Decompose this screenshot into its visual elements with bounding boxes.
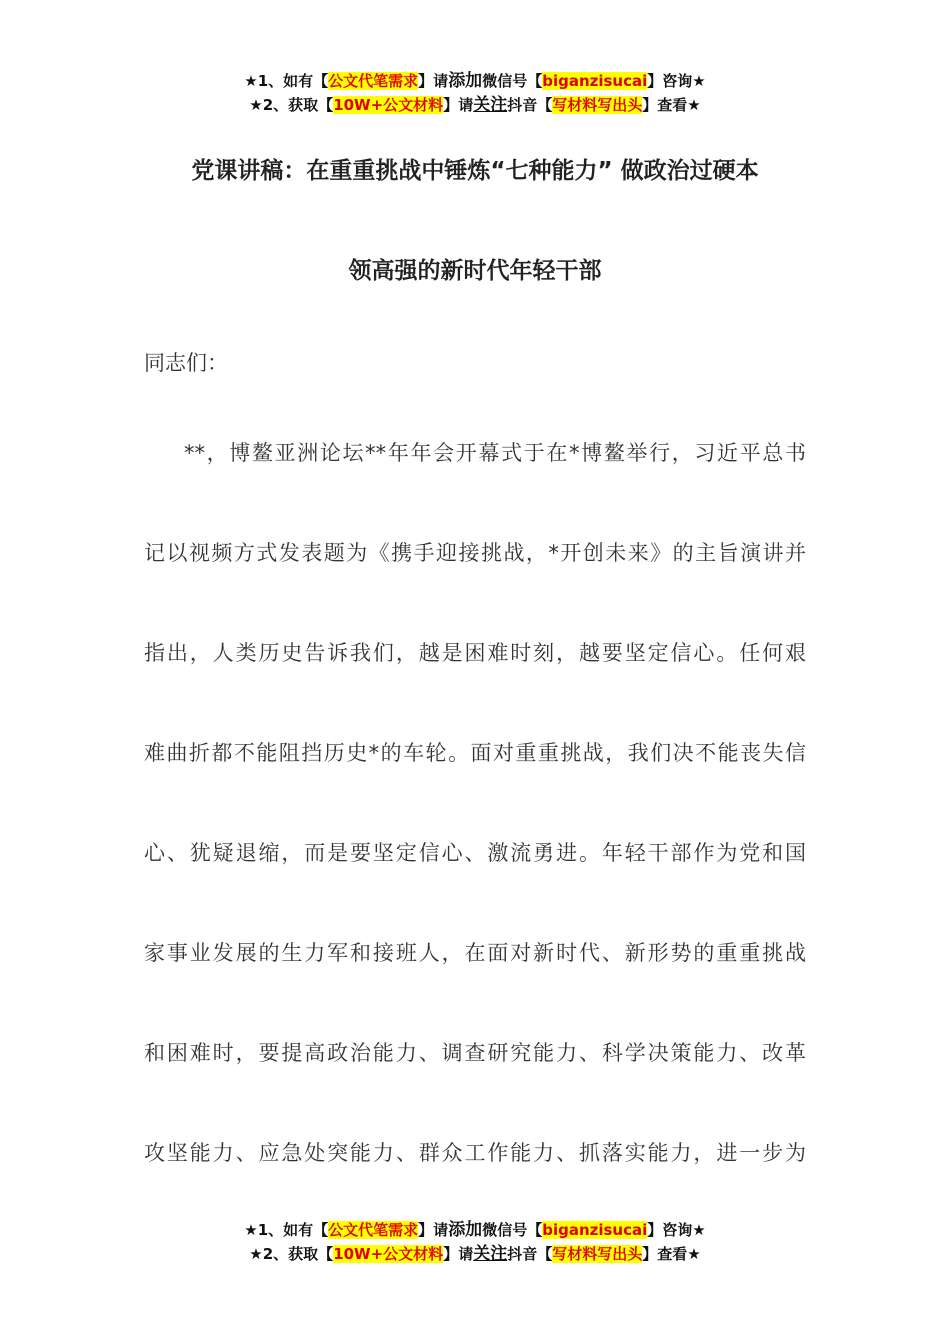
emphasis-follow: 关注 <box>473 1244 508 1264</box>
body-paragraph <box>144 438 806 1238</box>
header-promo-text: 】咨询★ <box>647 72 706 90</box>
footer-promo-text: ★2、获取【 <box>249 1245 334 1263</box>
footer-promo-text: 】请 <box>418 1221 449 1239</box>
footer-promo-text: 】咨询★ <box>647 1221 706 1239</box>
header-promo-line-1 <box>0 70 950 92</box>
footer-promo-text: 微信号【 <box>482 1221 543 1239</box>
header-promo-text: 】请 <box>418 72 449 90</box>
footer-promo-text: 】请 <box>443 1245 474 1263</box>
header-promo-line-2 <box>0 94 950 116</box>
highlight-douyin: 写材料写出头 <box>552 96 643 114</box>
header-promo-text: 】查看★ <box>642 96 701 114</box>
body-line: 和困难时，要提高政治能力、调查研究能力、科学决策能力、改革 <box>144 1041 806 1065</box>
footer-promo-line-2 <box>0 1243 950 1265</box>
footer-promo-text: 】查看★ <box>642 1245 701 1263</box>
document-title-line-2: 领高强的新时代年轻干部 <box>348 258 602 284</box>
highlight-materials: 10W+公文材料 <box>333 1245 444 1263</box>
emphasis-add: 添加 <box>448 71 483 91</box>
footer-promo-text: ★1、如有【 <box>244 1221 329 1239</box>
highlight-wechat-id: biganzisucai <box>542 1221 648 1239</box>
header-promo-text: ★2、获取【 <box>249 96 334 114</box>
header-promo-text: ★1、如有【 <box>244 72 329 90</box>
document-title-line-1: 党课讲稿：在重重挑战中锤炼“七种能力” 做政治过硬本 <box>191 158 759 184</box>
salutation: 同志们： <box>144 351 228 375</box>
header-promo-text: 微信号【 <box>482 72 543 90</box>
highlight-service: 公文代笔需求 <box>328 1221 419 1239</box>
header-promo-text: 抖音【 <box>507 96 553 114</box>
emphasis-follow: 关注 <box>473 95 508 115</box>
emphasis-add: 添加 <box>448 1220 483 1240</box>
body-line: 心、犹疑退缩，而是要坚定信心、激流勇进。年轻干部作为党和国 <box>144 841 806 865</box>
highlight-materials: 10W+公文材料 <box>333 96 444 114</box>
body-line: **，博鳌亚洲论坛**年年会开幕式于在*博鳌举行，习近平总书 <box>184 441 806 465</box>
highlight-service: 公文代笔需求 <box>328 72 419 90</box>
footer-promo-text: 抖音【 <box>507 1245 553 1263</box>
highlight-wechat-id: biganzisucai <box>542 72 648 90</box>
body-line: 指出，人类历史告诉我们，越是困难时刻，越要坚定信心。任何艰 <box>144 641 806 665</box>
highlight-douyin: 写材料写出头 <box>552 1245 643 1263</box>
body-line: 攻坚能力、应急处突能力、群众工作能力、抓落实能力，进一步为 <box>144 1141 806 1165</box>
body-line: 难曲折都不能阻挡历史*的车轮。面对重重挑战，我们决不能丧失信 <box>144 741 806 765</box>
body-line: 家事业发展的生力军和接班人，在面对新时代、新形势的重重挑战 <box>144 941 806 965</box>
footer-promo-line-1 <box>0 1219 950 1241</box>
body-line: 记以视频方式发表题为《携手迎接挑战，*开创未来》的主旨演讲并 <box>144 541 806 565</box>
header-promo-text: 】请 <box>443 96 474 114</box>
